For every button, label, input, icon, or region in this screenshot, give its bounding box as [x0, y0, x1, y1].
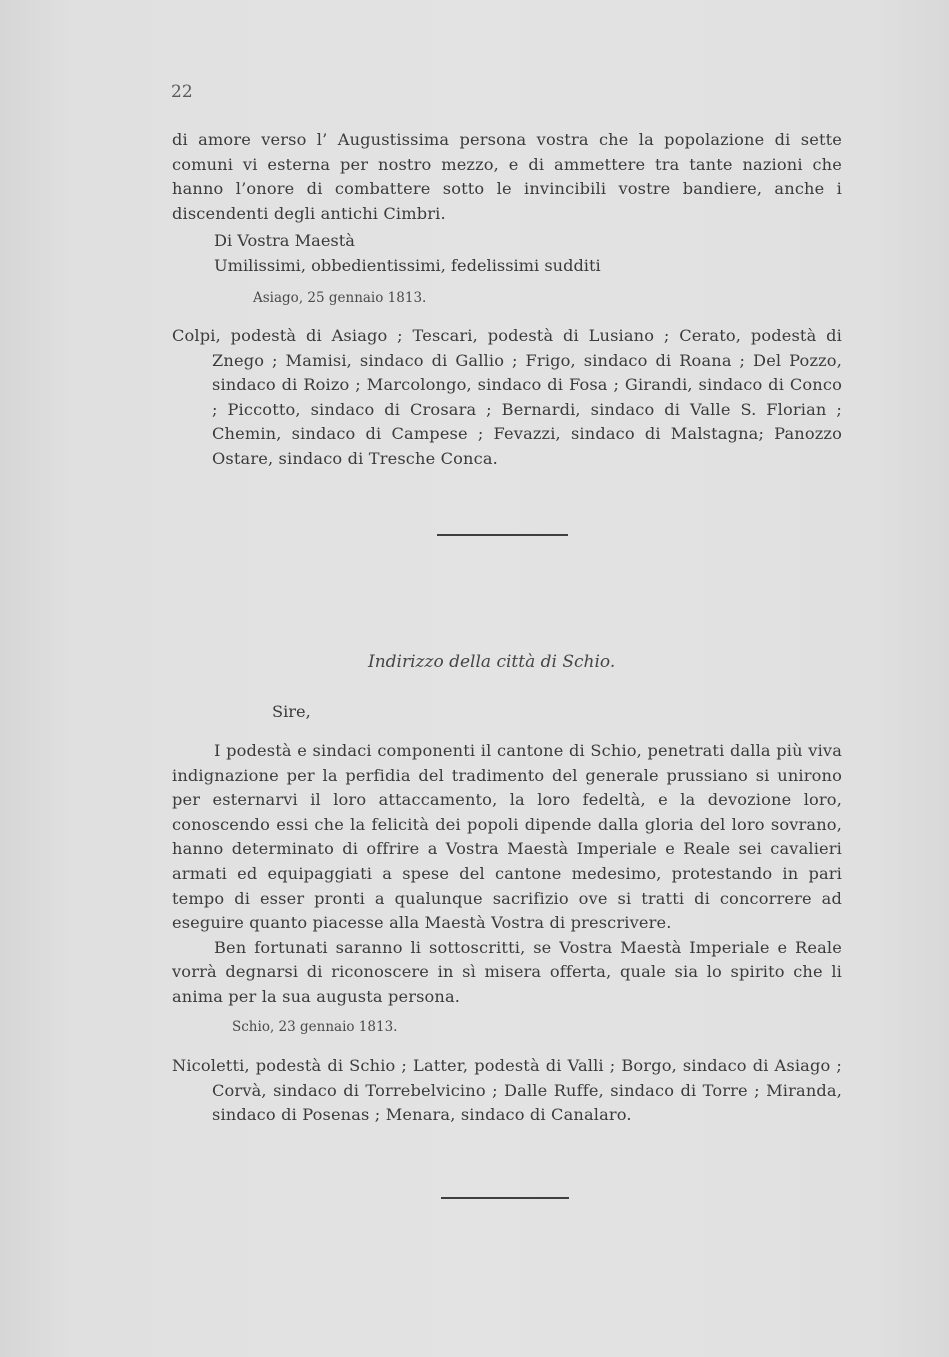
page-number: 22: [171, 82, 193, 102]
section-heading: Indirizzo della città di Schio.: [368, 652, 616, 672]
letter-body: [172, 739, 842, 1010]
section-divider: [437, 534, 568, 536]
date-schio: Schio, 23 gennaio 1813.: [232, 1019, 398, 1035]
signatories-schio: Nicoletti, podestà di Schio ; Latter, podestà di Valli ; Borgo, sindaco di Asiago ; Corvà, sindaco di Torrebelvicino ; Dalle Ruffe, sindaco di Torre ; Miranda, sindaco di Posenas ; Menara, sindaco di Canalaro.: [172, 1056, 842, 1125]
date-asiago: Asiago, 25 gennaio 1813.: [253, 290, 427, 306]
letter-continuation: [172, 128, 842, 226]
letter-continuation-text: di amore verso l’ Augustissima persona vostra che la popolazione di sette comuni vi esterna per nostro mezzo, e di ammettere tra tante nazioni che hanno l’onore di combattere sotto le invincibili vostre bandiere, anche i discendenti degli antichi Cimbri.: [172, 130, 842, 223]
salutation: Sire,: [272, 702, 311, 721]
closing-line-2: Umilissimi, obbedientissimi, fedelissimi sudditi: [214, 256, 601, 275]
letter-paragraph-1: I podestà e sindaci componenti il cantone di Schio, penetrati dalla più viva indignazione per la perfidia del tradimento del generale prussiano si unirono per esternarvi il loro attaccamento, la loro fedeltà, e la devozione loro, conoscendo essi che la felicità dei popoli dipende dalla gloria del loro sovrano, hanno determinato di offrire a Vostra Maestà Imperiale e Reale sei cavalieri armati ed equipaggiati a spese del cantone medesimo, protestando in pari tempo di esser pronti a qualunque sacrifizio ove si tratti di concorrere ad eseguire quanto piacesse alla Maestà Vostra di prescrivere.: [172, 741, 842, 933]
closing-line-1: Di Vostra Maestà: [214, 231, 355, 250]
signatories-asiago: Colpi, podestà di Asiago ; Tescari, podestà di Lusiano ; Cerato, podestà di Znego ; Mamisi, sindaco di Gallio ; Frigo, sindaco di Roana ; Del Pozzo, sindaco di Roizo ; Marcolongo, sindaco di Fosa ; Girandi, sindaco di Conco ; Piccotto, sindaco di Crosara ; Bernardi, sindaco di Valle S. Florian ; Chemin, sindaco di Campese ; Fevazzi, sindaco di Malstagna; Panozzo Ostare, sindaco di Tresche Conca.: [172, 326, 842, 468]
letter-paragraph-2: Ben fortunati saranno li sottoscritti, se Vostra Maestà Imperiale e Reale vorrà degnarsi di riconoscere in sì misera offerta, quale sia lo spirito che li anima per la sua augusta persona.: [172, 937, 842, 1006]
end-divider: [441, 1197, 569, 1199]
